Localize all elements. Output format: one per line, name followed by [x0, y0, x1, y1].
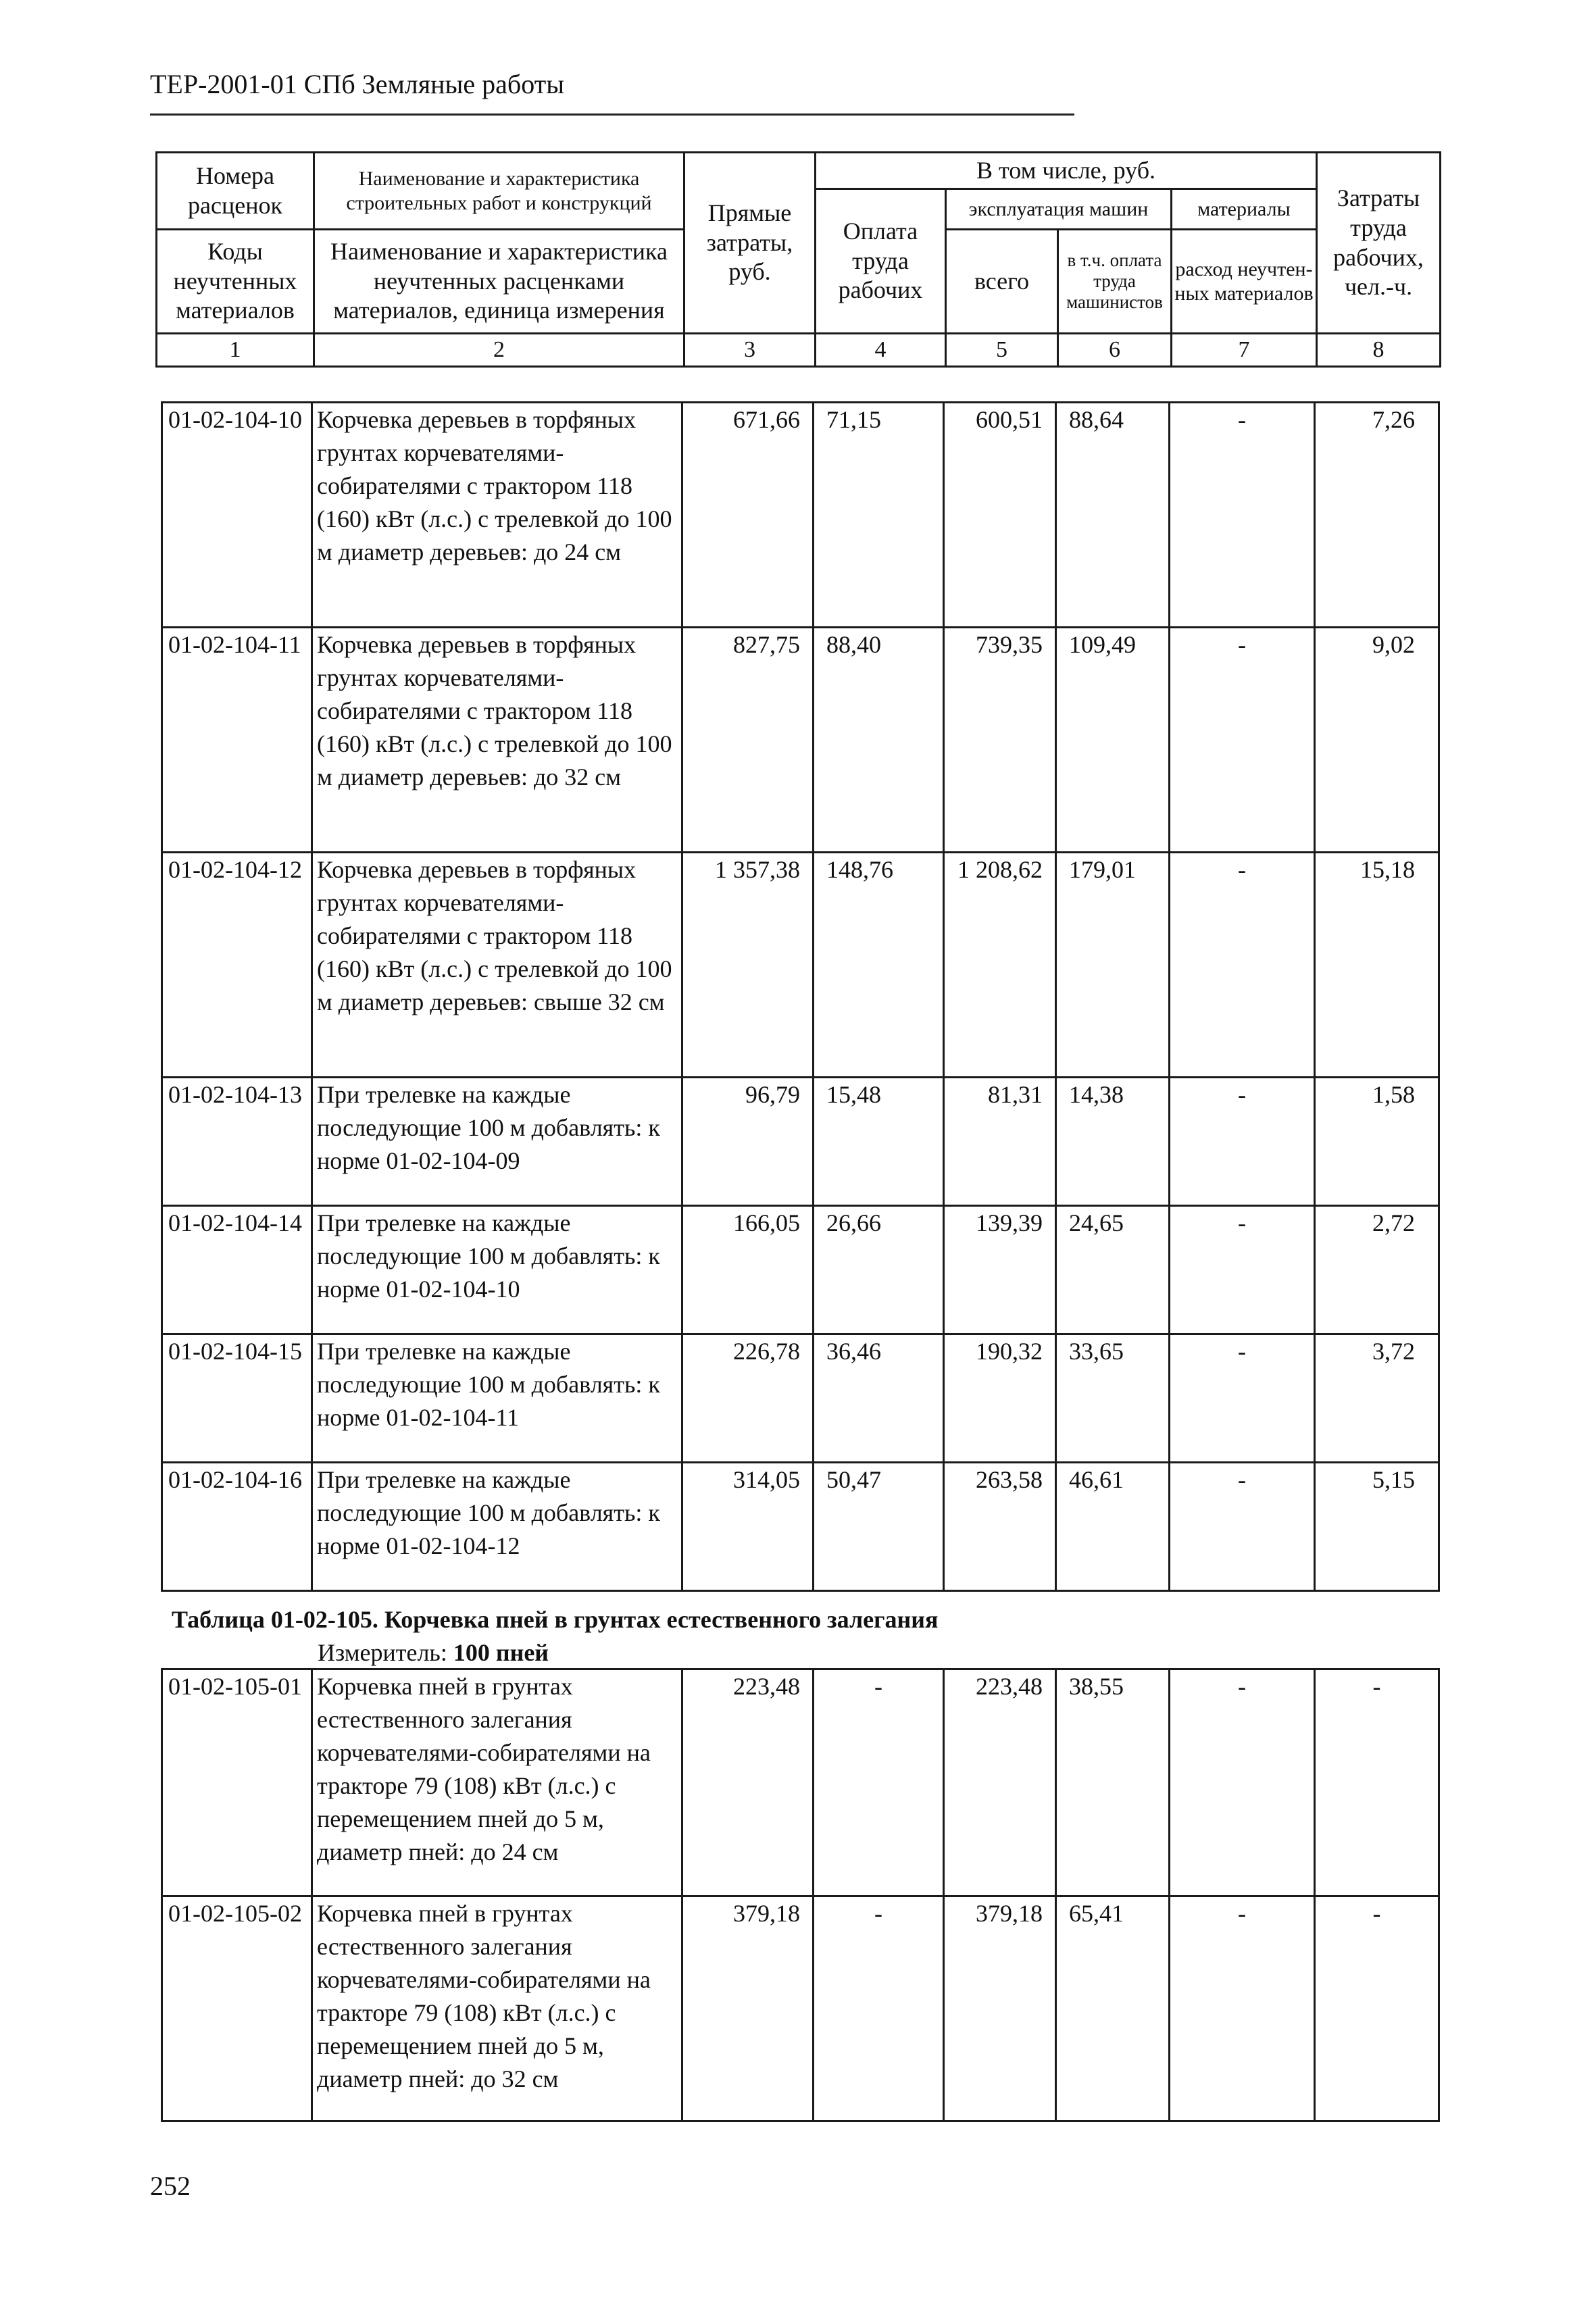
machines-total: 81,31: [944, 1078, 1056, 1206]
materials-cost: -: [1170, 628, 1315, 853]
group-header: В том числе, руб.: [816, 153, 1317, 189]
work-description: Корчевка деревьев в торфяных грунтах корчевателями-собирателями с трактором 118 (160) кВт (л.с.) с трелевкой до 100 м диаметр деревьев: свыше 32 см: [312, 853, 682, 1078]
rate-code: 01-02-104-10: [162, 403, 312, 628]
operators-pay: 24,65: [1056, 1206, 1170, 1334]
labor-hours: 5,15: [1315, 1463, 1439, 1591]
column-number: 7: [1172, 334, 1317, 367]
rates-table-105: [161, 1668, 1440, 2122]
materials-group-header: материалы: [1172, 189, 1317, 230]
operators-pay: 65,41: [1056, 1896, 1170, 2121]
materials-cost: -: [1170, 1463, 1315, 1591]
rate-code: 01-02-104-13: [162, 1078, 312, 1206]
direct-costs: 166,05: [682, 1206, 814, 1334]
column-number: 2: [314, 334, 684, 367]
labor-pay: 26,66: [814, 1206, 944, 1334]
work-description: Корчевка деревьев в торфяных грунтах корчевателями-собирателями с трактором 118 (160) кВт (л.с.) с трелевкой до 100 м диаметр деревьев: до 32 см: [312, 628, 682, 853]
machines-total: 190,32: [944, 1334, 1056, 1463]
table-row: [162, 1669, 1439, 1896]
operators-pay: 88,64: [1056, 403, 1170, 628]
column-number: 6: [1058, 334, 1172, 367]
labor-hours: 9,02: [1315, 628, 1439, 853]
machines-total: 223,48: [944, 1669, 1056, 1896]
labor-pay: -: [814, 1896, 944, 2121]
labor-pay: 50,47: [814, 1463, 944, 1591]
measure-label: Измеритель:: [318, 1639, 447, 1666]
direct-costs: 223,48: [682, 1669, 814, 1896]
col1-bottom-header: Коды неучтенных материалов: [157, 230, 314, 334]
table-row: [162, 1206, 1439, 1334]
labor-pay: 88,40: [814, 628, 944, 853]
work-description: Корчевка пней в грунтах естественного залегания корчевателями-собирателями на тракторе 79 (108) кВт (л.с.) с перемещением пней до 5 м, диаметр пней: до 24 см: [312, 1669, 682, 1896]
labor-hours: -: [1315, 1669, 1439, 1896]
table-row: [162, 628, 1439, 853]
materials-cost: -: [1170, 1896, 1315, 2121]
page-number: 252: [150, 2171, 191, 2201]
measure-line: [318, 1638, 549, 1667]
work-description: При трелевке на каждые последующие 100 м добавлять: к норме 01-02-104-12: [312, 1463, 682, 1591]
direct-costs: 379,18: [682, 1896, 814, 2121]
labor-hours: 3,72: [1315, 1334, 1439, 1463]
materials-cost: -: [1170, 1206, 1315, 1334]
operators-pay: 38,55: [1056, 1669, 1170, 1896]
rate-code: 01-02-105-02: [162, 1896, 312, 2121]
operators-pay: 33,65: [1056, 1334, 1170, 1463]
work-description: При трелевке на каждые последующие 100 м добавлять: к норме 01-02-104-10: [312, 1206, 682, 1334]
labor-pay: 36,46: [814, 1334, 944, 1463]
column-header-table: [155, 151, 1441, 368]
rate-code: 01-02-105-01: [162, 1669, 312, 1896]
machines-group-header: эксплуатация машин: [946, 189, 1172, 230]
direct-costs: 671,66: [682, 403, 814, 628]
table-row: [162, 853, 1439, 1078]
operators-pay: 14,38: [1056, 1078, 1170, 1206]
col5-header: всего: [946, 230, 1058, 334]
table-row: [162, 1334, 1439, 1463]
machines-total: 600,51: [944, 403, 1056, 628]
table-caption: Таблица 01-02-105. Корчевка пней в грунтах естественного залегания: [172, 1606, 939, 1633]
direct-costs: 827,75: [682, 628, 814, 853]
operators-pay: 46,61: [1056, 1463, 1170, 1591]
table-row: [162, 1463, 1439, 1591]
materials-cost: -: [1170, 403, 1315, 628]
rate-code: 01-02-104-12: [162, 853, 312, 1078]
labor-pay: 148,76: [814, 853, 944, 1078]
column-number: 8: [1317, 334, 1441, 367]
direct-costs: 314,05: [682, 1463, 814, 1591]
rate-code: 01-02-104-11: [162, 628, 312, 853]
page-header: ТЕР-2001-01 СПб Земляные работы: [150, 69, 565, 99]
column-number: 4: [816, 334, 946, 367]
col2-bottom-header: Наименование и характеристика неучтенных расценками материалов, единица измерения: [314, 230, 684, 334]
direct-costs: 226,78: [682, 1334, 814, 1463]
rate-code: 01-02-104-15: [162, 1334, 312, 1463]
direct-costs: 1 357,38: [682, 853, 814, 1078]
table-row: [162, 1896, 1439, 2121]
col1-top-header: Номера расценок: [157, 153, 314, 230]
rate-code: 01-02-104-16: [162, 1463, 312, 1591]
materials-cost: -: [1170, 1078, 1315, 1206]
col8-header: Затраты труда рабочих, чел.-ч.: [1317, 153, 1441, 334]
direct-costs: 96,79: [682, 1078, 814, 1206]
measure-value: 100 пней: [453, 1639, 549, 1666]
column-number: 5: [946, 334, 1058, 367]
work-description: При трелевке на каждые последующие 100 м добавлять: к норме 01-02-104-09: [312, 1078, 682, 1206]
operators-pay: 179,01: [1056, 853, 1170, 1078]
col2-top-header: Наименование и характеристика строительных работ и конструкций: [314, 153, 684, 230]
col3-header: Прямые затраты, руб.: [684, 153, 816, 334]
table-row: [162, 1078, 1439, 1206]
col4-header: Оплата труда рабочих: [816, 189, 946, 334]
rates-table-104: [161, 401, 1440, 1592]
labor-hours: 15,18: [1315, 853, 1439, 1078]
table-row: [162, 403, 1439, 628]
labor-pay: -: [814, 1669, 944, 1896]
machines-total: 263,58: [944, 1463, 1056, 1591]
machines-total: 379,18: [944, 1896, 1056, 2121]
work-description: Корчевка пней в грунтах естественного залегания корчевателями-собирателями на тракторе 79 (108) кВт (л.с.) с перемещением пней до 5 м, диаметр пней: до 32 см: [312, 1896, 682, 2121]
machines-total: 739,35: [944, 628, 1056, 853]
materials-cost: -: [1170, 853, 1315, 1078]
labor-pay: 71,15: [814, 403, 944, 628]
materials-cost: -: [1170, 1669, 1315, 1896]
machines-total: 139,39: [944, 1206, 1056, 1334]
labor-pay: 15,48: [814, 1078, 944, 1206]
header-rule: [150, 114, 1074, 116]
labor-hours: 7,26: [1315, 403, 1439, 628]
materials-cost: -: [1170, 1334, 1315, 1463]
column-number: 3: [684, 334, 816, 367]
col7-header: расход неучтен-ных материалов: [1172, 230, 1317, 334]
operators-pay: 109,49: [1056, 628, 1170, 853]
work-description: Корчевка деревьев в торфяных грунтах корчевателями-собирателями с трактором 118 (160) кВт (л.с.) с трелевкой до 100 м диаметр деревьев: до 24 см: [312, 403, 682, 628]
labor-hours: 2,72: [1315, 1206, 1439, 1334]
rate-code: 01-02-104-14: [162, 1206, 312, 1334]
work-description: При трелевке на каждые последующие 100 м добавлять: к норме 01-02-104-11: [312, 1334, 682, 1463]
labor-hours: 1,58: [1315, 1078, 1439, 1206]
col6-header: в т.ч. оплата труда машинистов: [1058, 230, 1172, 334]
labor-hours: -: [1315, 1896, 1439, 2121]
column-number: 1: [157, 334, 314, 367]
machines-total: 1 208,62: [944, 853, 1056, 1078]
